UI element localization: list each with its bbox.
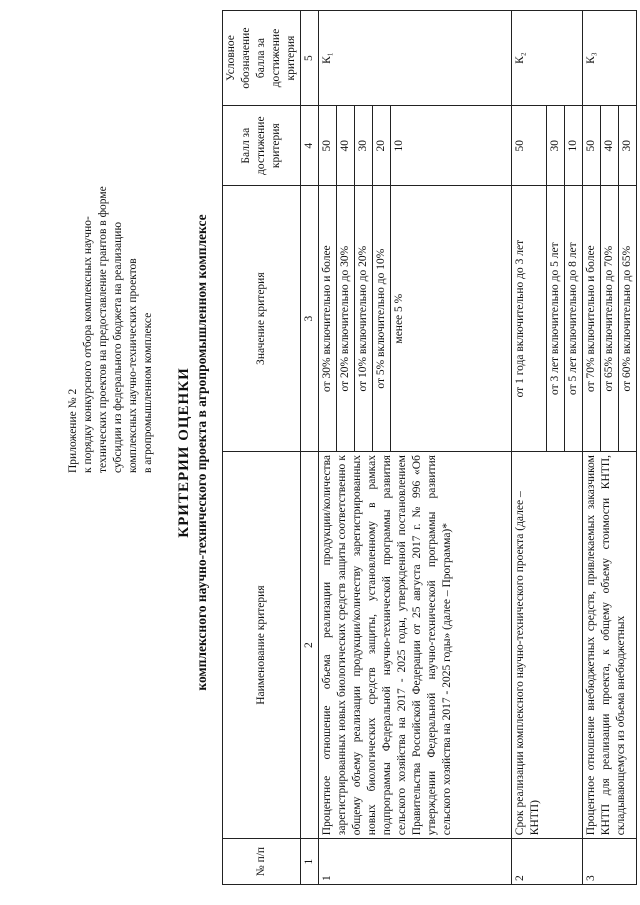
column-number-row [301, 11, 319, 885]
criterion-score: 20 [373, 106, 391, 186]
criterion-score: 50 [512, 106, 547, 186]
criterion-score: 30 [355, 106, 373, 186]
criterion-value: от 60% включительно до 65% [619, 186, 637, 452]
criterion-name: Срок реализации комплексного научно-технического проекта (далее – КНТП) [512, 452, 583, 839]
criteria-table [222, 10, 637, 885]
criterion-score: 30 [619, 106, 637, 186]
criterion-value: от 5 лет включительно до 8 лет [565, 186, 583, 452]
appendix-line: технических проектов на предоставление грантов в форме [97, 186, 109, 473]
table-row [319, 11, 337, 885]
appendix-note [66, 13, 156, 473]
criterion-value: от 10% включительно до 20% [355, 186, 373, 452]
table-row [583, 11, 601, 885]
column-number: 2 [301, 452, 319, 839]
criterion-score: 50 [583, 106, 601, 186]
header-row [223, 11, 301, 885]
header-symbol: Условное обозначение балла за достижение критерия [223, 11, 301, 106]
column-number: 3 [301, 186, 319, 452]
criterion-value: от 20% включительно до 30% [337, 186, 355, 452]
header-num: № п/п [223, 839, 301, 885]
row-number: 1 [319, 839, 512, 885]
criterion-score: 10 [565, 106, 583, 186]
header-name: Наименование критерия [223, 452, 301, 839]
criterion-score: 10 [391, 106, 512, 186]
criterion-value: менее 5 % [391, 186, 512, 452]
criterion-name: Процентное отношение внебюджетных средств, привлекаемых заказчиком КНТП для реализации проекта, к общему объему стоимости КНТП, складывающемуся из объема внебюджетных [583, 452, 637, 839]
table-row [512, 11, 547, 885]
column-number: 1 [301, 839, 319, 885]
appendix-line: Приложение № 2 [67, 388, 79, 473]
appendix-line: комплексных научно-технических проектов [127, 258, 139, 473]
criterion-value: от 1 года включительно до 3 лет [512, 186, 547, 452]
criterion-value: от 70% включительно и более [583, 186, 601, 452]
appendix-line: субсидии из федерального бюджета на реализацию [112, 221, 124, 473]
header-value: Значение критерия [223, 186, 301, 452]
appendix-line: к порядку конкурсного отбора комплексных научно- [82, 216, 94, 473]
criterion-score: 40 [601, 106, 619, 186]
criterion-symbol: К₃ [583, 11, 637, 106]
criterion-symbol: К₂ [512, 11, 583, 106]
title-subtitle: комплексного научно-технического проекта в агропромышленном комплексе [194, 214, 209, 691]
column-number: 4 [301, 106, 319, 186]
criterion-value: от 65% включительно до 70% [601, 186, 619, 452]
appendix-line: в агропромышленном комплексе [142, 312, 154, 473]
criterion-score: 40 [337, 106, 355, 186]
criterion-value: от 30% включительно и более [319, 186, 337, 452]
header-score: Балл за достижение критерия [223, 106, 301, 186]
criterion-value: от 5% включительно до 10% [373, 186, 391, 452]
document-title [176, 0, 210, 905]
criterion-value: от 3 лет включительно до 5 лет [547, 186, 565, 452]
row-number: 3 [583, 839, 637, 885]
criterion-score: 50 [319, 106, 337, 186]
criterion-symbol: К₁ [319, 11, 512, 106]
title-main: КРИТЕРИИ ОЦЕНКИ [176, 367, 192, 538]
criterion-score: 30 [547, 106, 565, 186]
row-number: 2 [512, 839, 583, 885]
criterion-name: Процентное отношение объема реализации продукции/количества зарегистрированных новых биологических средств защиты соответственно к общему объему реализации продукции/количеству зарегистрированных новых биологических средств защиты, установленному в рамках подпрограммы Федеральной научно-технической программы развития сельского хозяйства на 2017 - 2025 годы, утвержденной постановлением Правительства Российской Федерации от 25 августа 2017 г. № 996 «Об утверждении Федеральной научно-технической программы развития сельского хозяйства на 2017 - 2025 годы» (далее – Программа)* [319, 452, 512, 839]
column-number: 5 [301, 11, 319, 106]
